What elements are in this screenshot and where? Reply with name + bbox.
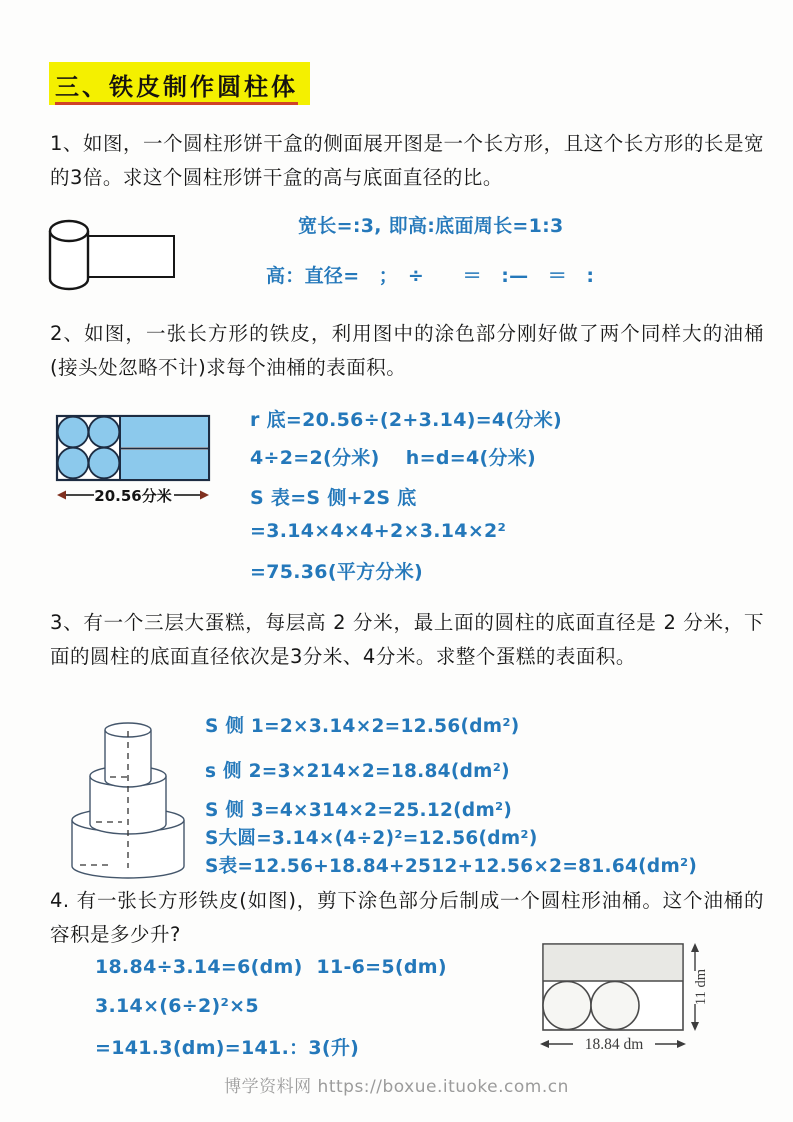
problem-2-answer-line: S 表=S 侧+2S 底 — [250, 487, 417, 509]
footer-watermark: 博学资料网 https://boxue.ituoke.com.cn — [224, 1077, 569, 1097]
side-strip-bottom — [120, 450, 208, 479]
problem-2-answer-line: =3.14×4×4+2×3.14×2² — [250, 520, 507, 542]
three-layer-cake-figure — [52, 700, 204, 882]
problem-1-answer-line: 宽长=:3, 即高:底面周长=1:3 — [298, 215, 564, 237]
section-title-text: 三、铁皮制作圆柱体 — [55, 73, 298, 105]
problem-4-answer-line: =141.3(dm)=141.：3(升) — [95, 1037, 360, 1059]
width-dimension-label: 18.84 dm — [584, 1036, 644, 1053]
problem-3-answer-line: S大圆=3.14×(4÷2)²=12.56(dm²) — [205, 828, 538, 849]
barrel-end-circle — [89, 417, 120, 448]
dimension-arrow-right — [200, 491, 209, 500]
problem-2-answer-line: 4÷2=2(分米) h=d=4(分米) — [250, 447, 537, 469]
shaded-side-strip — [544, 945, 682, 981]
problem-2-text: 2、如图，一张长方形的铁皮，利用图中的涂色部分刚好做了两个同样大的油桶(接头处忽略不计)求每个油桶的表面积。 — [50, 322, 764, 379]
cylinder-unrolled-figure — [44, 216, 229, 306]
dimension-arrow-up — [691, 943, 699, 952]
barrel-end-circle — [89, 448, 120, 479]
problem-2-answer-line: =75.36(平方分米) — [250, 561, 423, 583]
dimension-arrow-left — [540, 1040, 549, 1048]
oil-barrel-layout-figure — [54, 413, 249, 513]
problem-3-answer-line: S 侧 1=2×3.14×2=12.56(dm²) — [205, 716, 520, 737]
problem-2-answer-line: r 底=20.56÷(2+3.14)=4(分米) — [250, 409, 563, 431]
side-strip-top — [120, 417, 208, 447]
barrel-end-circle — [543, 982, 591, 1030]
dimension-arrow-down — [691, 1022, 699, 1031]
width-dimension-label: 20.56分米 — [94, 487, 172, 505]
problem-3-text: 3、有一个三层大蛋糕，每层高 2 分米，最上面的圆柱的底面直径是 2 分米，下面的圆柱的底面直径依次是3分米、4分米。求整个蛋糕的表面积。 — [50, 611, 764, 668]
cylinder-top — [50, 221, 88, 241]
problem-4-text: 4. 有一张长方形铁皮(如图)，剪下涂色部分后制成一个圆柱形油桶。这个油桶的容积是多少升? — [50, 889, 764, 946]
barrel-end-circle — [591, 982, 639, 1030]
section-title — [49, 62, 310, 105]
unrolled-rectangle — [84, 236, 174, 277]
barrel-end-circle — [58, 417, 89, 448]
barrel-cutout-figure — [533, 934, 781, 1066]
dimension-arrow-left — [57, 491, 66, 500]
problem-4-answer-line: 18.84÷3.14=6(dm) 11-6=5(dm) — [95, 956, 447, 978]
problem-3-answer-line: s 侧 2=3×214×2=18.84(dm²) — [205, 761, 510, 782]
problem-3-answer-line: S表=12.56+18.84+2512+12.56×2=81.64(dm²) — [205, 856, 698, 877]
problem-1-text: 1、如图，一个圆柱形饼干盒的侧面展开图是一个长方形，且这个长方形的长是宽的3倍。求这个圆柱形饼干盒的高与底面直径的比。 — [50, 132, 764, 189]
problem-4-answer-line: 3.14×(6÷2)²×5 — [95, 995, 259, 1017]
problem-1-answer-line: 高：直径= ； ÷ ＝ :— ＝ : — [266, 265, 595, 287]
problem-3-answer-line: S 侧 3=4×314×2=25.12(dm²) — [205, 800, 513, 821]
height-dimension-label: 11 dm — [693, 968, 709, 1006]
dimension-arrow-right — [677, 1040, 686, 1048]
barrel-end-circle — [58, 448, 89, 479]
